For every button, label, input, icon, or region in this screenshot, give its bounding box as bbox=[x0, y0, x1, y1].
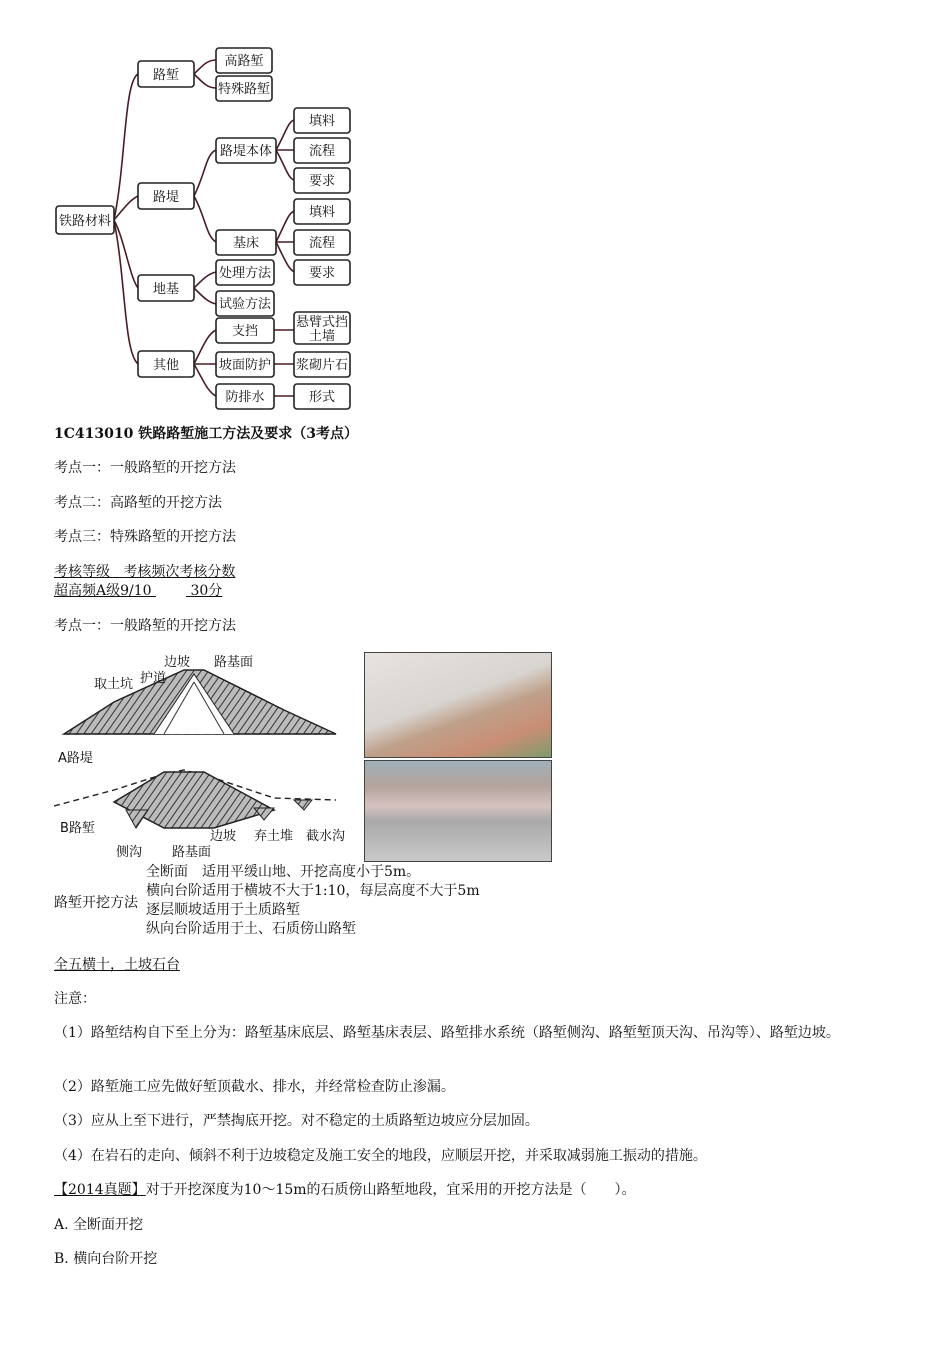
note-4: （4）在岩石的走向、倾斜不利于边坡稳定及施工安全的地段，应顺层开挖，并采取减弱施工振动的措施。 bbox=[54, 1148, 707, 1164]
node-masonry bbox=[294, 352, 350, 377]
node-body-req bbox=[294, 168, 350, 193]
method-full-section: 全断面 适用平缓山地、开挖高度小于5m。 bbox=[146, 864, 421, 880]
svg-text:试验方法: 试验方法 bbox=[218, 297, 272, 312]
question-tag: 【2014真题】 bbox=[54, 1182, 146, 1198]
point-2: 考点二：高路堑的开挖方法 bbox=[54, 495, 222, 511]
label-borrow-pit: 取土坑 bbox=[94, 677, 134, 692]
node-form bbox=[294, 384, 350, 409]
label-formation-top: 路基面 bbox=[214, 655, 254, 670]
methods-label: 路堑开挖方法 bbox=[54, 895, 138, 911]
svg-text:防排水: 防排水 bbox=[225, 390, 265, 405]
point-3: 考点三：特殊路堑的开挖方法 bbox=[54, 529, 236, 545]
svg-text:路堤本体: 路堤本体 bbox=[219, 144, 273, 159]
svg-text:流程: 流程 bbox=[308, 144, 336, 159]
method-layered-slope: 逐层顺坡适用于土质路堑 bbox=[146, 902, 300, 918]
svg-text:地基: 地基 bbox=[152, 282, 180, 297]
mind-map-edges bbox=[114, 60, 294, 396]
svg-text:形式: 形式 bbox=[308, 390, 336, 405]
cutting-section bbox=[54, 770, 336, 828]
label-b-cutting: B路堑 bbox=[60, 821, 95, 836]
methods-list bbox=[146, 863, 480, 939]
node-cantilever-wall bbox=[294, 312, 350, 344]
label-berm: 护道 bbox=[140, 671, 167, 686]
node-other bbox=[138, 351, 194, 377]
svg-text:高路堑: 高路堑 bbox=[224, 54, 264, 69]
point-1: 考点一：一般路堑的开挖方法 bbox=[54, 460, 236, 476]
photo-cutting-road bbox=[364, 760, 552, 862]
notes-heading: 注意： bbox=[54, 991, 96, 1007]
svg-text:坡面防护: 坡面防护 bbox=[218, 358, 272, 373]
label-a-embankment: A路堤 bbox=[58, 751, 93, 766]
mnemonic: 全五横十，土坡石台 bbox=[54, 957, 180, 973]
node-embank-body bbox=[216, 138, 276, 163]
point-1-repeat: 考点一：一般路堑的开挖方法 bbox=[54, 618, 236, 634]
svg-text:土墙: 土墙 bbox=[308, 329, 336, 344]
node-special-cutting bbox=[216, 76, 272, 101]
node-retaining bbox=[216, 318, 274, 343]
mind-map bbox=[54, 42, 354, 412]
node-body-fill bbox=[294, 108, 350, 133]
node-slope-protection bbox=[216, 352, 274, 377]
svg-text:悬臂式挡: 悬臂式挡 bbox=[295, 315, 349, 330]
svg-text:要求: 要求 bbox=[308, 174, 336, 189]
label-slope-bottom: 边坡 bbox=[210, 829, 237, 844]
label-slope-top: 边坡 bbox=[164, 655, 191, 670]
svg-text:要求: 要求 bbox=[308, 266, 336, 281]
label-formation-bottom: 路基面 bbox=[172, 845, 212, 860]
node-foundation bbox=[138, 275, 194, 301]
svg-text:路堤: 路堤 bbox=[152, 190, 180, 205]
svg-text:路堑: 路堑 bbox=[152, 68, 180, 83]
node-bed-req bbox=[294, 260, 350, 285]
node-root bbox=[56, 206, 114, 234]
node-bed-fill bbox=[294, 199, 350, 224]
node-embankment bbox=[138, 183, 194, 209]
svg-text:填料: 填料 bbox=[308, 205, 336, 220]
question-text: 对于开挖深度为10～15m的石质傍山路堑地段，宜采用的开挖方法是（ ）。 bbox=[145, 1182, 636, 1198]
note-3: （3）应从上至下进行，严禁掏底开挖。对不稳定的土质路堑边坡应分层加固。 bbox=[54, 1113, 539, 1129]
option-b: B. 横向台阶开挖 bbox=[54, 1251, 158, 1267]
node-high-cutting bbox=[216, 48, 272, 73]
method-transverse-bench: 横向台阶适用于横坡不大于1:10，每层高度不大于5m bbox=[146, 883, 480, 899]
node-root-label: 铁路材料 bbox=[58, 214, 112, 229]
table-row bbox=[54, 582, 222, 600]
method-longitudinal-bench: 纵向台阶适用于土、石质傍山路堑 bbox=[146, 921, 356, 937]
row-score: 30分 bbox=[190, 583, 223, 599]
row-level: 超高频A级9/10 bbox=[54, 583, 152, 599]
svg-text:流程: 流程 bbox=[308, 236, 336, 251]
photo-embankment-road bbox=[364, 652, 552, 758]
table-header bbox=[54, 563, 235, 581]
cross-section-diagram bbox=[54, 650, 346, 862]
label-spoil-bank: 弃土堆 bbox=[254, 829, 294, 844]
node-bed bbox=[216, 230, 276, 255]
svg-text:填料: 填料 bbox=[308, 114, 336, 129]
svg-text:支挡: 支挡 bbox=[231, 324, 259, 339]
node-cutting bbox=[138, 61, 194, 87]
node-drainage bbox=[216, 384, 274, 409]
node-treatment bbox=[216, 260, 274, 285]
label-side-ditch: 侧沟 bbox=[116, 845, 143, 860]
svg-text:特殊路堑: 特殊路堑 bbox=[217, 82, 271, 97]
node-test bbox=[216, 291, 274, 316]
section-title: 1C413010 铁路路堑施工方法及要求（3考点） bbox=[54, 426, 358, 442]
svg-text:基床: 基床 bbox=[232, 236, 260, 251]
label-intercept-ditch: 截水沟 bbox=[306, 829, 346, 844]
svg-text:其他: 其他 bbox=[152, 358, 180, 373]
option-a: A. 全断面开挖 bbox=[54, 1217, 144, 1233]
node-body-process bbox=[294, 138, 350, 163]
node-bed-process bbox=[294, 230, 350, 255]
note-1: （1）路堑结构自下至上分为：路堑基床底层、路堑基床表层、路堑排水系统（路堑侧沟、路堑堑顶天沟、吊沟等）、路堑边坡。 bbox=[54, 1025, 840, 1041]
note-2: （2）路堑施工应先做好堑顶截水、排水，并经常检查防止渗漏。 bbox=[54, 1079, 455, 1095]
svg-text:浆砌片石: 浆砌片石 bbox=[295, 358, 349, 373]
question bbox=[54, 1181, 636, 1199]
header-freq: 考核频次考核分数 bbox=[123, 564, 236, 580]
header-level: 考核等级 bbox=[54, 564, 110, 580]
svg-text:处理方法: 处理方法 bbox=[218, 266, 272, 281]
